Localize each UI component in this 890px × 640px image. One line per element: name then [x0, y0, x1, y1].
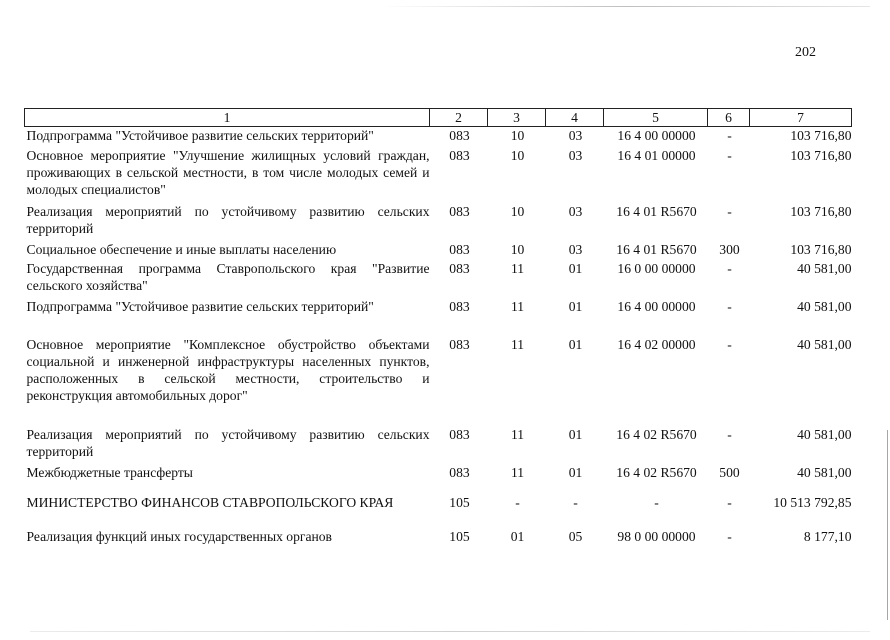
- row-name: Межбюджетные трансферты: [26, 464, 193, 480]
- table-row: [25, 260, 852, 298]
- cell-target-article: 16 4 02 R5670: [616, 464, 697, 480]
- cell-subsection: 01: [568, 298, 583, 314]
- cell-subsection: 01: [568, 336, 583, 352]
- cell-expense-type: -: [727, 528, 732, 544]
- cell-expense-type: -: [727, 128, 732, 143]
- cell-amount: 10 513 792,85: [773, 494, 852, 510]
- scan-edge-top: [380, 6, 870, 7]
- cell-amount: 40 581,00: [797, 298, 852, 314]
- row-name: Реализация мероприятий по устойчивому развитию сельских территорий: [26, 426, 430, 459]
- header-col-1: 1: [25, 109, 430, 127]
- cell-amount: 40 581,00: [797, 260, 852, 276]
- cell-ministry-code: 083: [449, 298, 470, 314]
- cell-amount: 103 716,80: [790, 203, 852, 219]
- cell-section: 01: [510, 528, 525, 544]
- cell-ministry-code: 105: [449, 494, 470, 510]
- cell-amount: 40 581,00: [797, 426, 852, 442]
- cell-subsection: 03: [568, 128, 583, 143]
- cell-ministry-code: 083: [449, 147, 470, 163]
- cell-amount: 40 581,00: [797, 464, 852, 480]
- header-col-2: 2: [430, 109, 488, 127]
- cell-ministry-code: 083: [449, 336, 470, 352]
- cell-subsection: 03: [568, 147, 583, 163]
- cell-ministry-code: 083: [449, 203, 470, 219]
- cell-expense-type: 500: [719, 464, 740, 480]
- cell-amount: 103 716,80: [790, 241, 852, 257]
- cell-target-article: -: [654, 494, 659, 510]
- cell-subsection: 05: [568, 528, 583, 544]
- table-row: [25, 426, 852, 464]
- table-row: [25, 494, 852, 528]
- cell-amount: 40 581,00: [797, 336, 852, 352]
- row-name: Подпрограмма "Устойчивое развитие сельских территорий": [26, 128, 374, 143]
- cell-ministry-code: 083: [449, 241, 470, 257]
- table-row: [25, 528, 852, 548]
- table-row: [25, 147, 852, 203]
- header-col-6: 6: [708, 109, 750, 127]
- table-row: [25, 203, 852, 241]
- header-col-7: 7: [750, 109, 852, 127]
- cell-expense-type: -: [727, 494, 732, 510]
- row-name: Реализация мероприятий по устойчивому развитию сельских территорий: [26, 203, 430, 236]
- cell-section: 11: [510, 464, 525, 480]
- cell-subsection: 01: [568, 464, 583, 480]
- cell-ministry-code: 083: [449, 426, 470, 442]
- cell-expense-type: -: [727, 260, 732, 276]
- header-row: [25, 109, 852, 127]
- cell-amount: 103 716,80: [790, 128, 852, 143]
- scan-edge-right: [887, 430, 888, 620]
- cell-target-article: 16 4 00 00000: [617, 298, 696, 314]
- cell-target-article: 16 4 01 00000: [617, 147, 696, 163]
- cell-amount: 103 716,80: [790, 147, 852, 163]
- table-row: [25, 336, 852, 426]
- scan-edge-bottom: [30, 631, 870, 632]
- cell-section: 11: [510, 426, 525, 442]
- cell-section: 11: [510, 298, 525, 314]
- page-number: 202: [795, 45, 816, 60]
- cell-expense-type: -: [727, 203, 732, 219]
- cell-section: 10: [510, 203, 525, 219]
- table-row: [25, 127, 852, 147]
- header-col-5: 5: [604, 109, 708, 127]
- cell-target-article: 16 4 02 00000: [617, 336, 696, 352]
- row-name: Социальное обеспечение и иные выплаты населению: [26, 241, 337, 257]
- table-row: [25, 464, 852, 494]
- cell-target-article: 16 4 00 00000: [617, 128, 696, 143]
- cell-ministry-code: 083: [449, 260, 470, 276]
- row-name: Государственная программа Ставропольского края "Развитие сельского хозяйства": [26, 260, 430, 293]
- cell-section: 10: [510, 147, 525, 163]
- cell-target-article: 16 4 01 R5670: [616, 241, 697, 257]
- cell-section: 11: [510, 260, 525, 276]
- cell-amount: 8 177,10: [803, 528, 852, 544]
- cell-expense-type: 300: [719, 241, 740, 257]
- header-col-3: 3: [488, 109, 546, 127]
- cell-subsection: 03: [568, 203, 583, 219]
- header-col-4: 4: [546, 109, 604, 127]
- cell-ministry-code: 083: [449, 464, 470, 480]
- cell-subsection: -: [573, 494, 578, 510]
- cell-subsection: 03: [568, 241, 583, 257]
- cell-target-article: 16 0 00 00000: [617, 260, 696, 276]
- cell-target-article: 98 0 00 00000: [617, 528, 696, 544]
- cell-target-article: 16 4 02 R5670: [616, 426, 697, 442]
- row-name: Реализация функций иных государственных органов: [26, 528, 332, 544]
- cell-section: -: [515, 494, 520, 510]
- cell-expense-type: -: [727, 336, 732, 352]
- cell-subsection: 01: [568, 426, 583, 442]
- row-name: Основное мероприятие "Комплексное обустройство объектами социальной и инженерной инфраструктуры населенных пунктов, расположенных в сельской местности, строительство и реконструкция автомобильных дорог": [26, 336, 430, 403]
- row-name: МИНИСТЕРСТВО ФИНАНСОВ СТАВРОПОЛЬСКОГО КРАЯ: [26, 494, 394, 510]
- cell-subsection: 01: [568, 260, 583, 276]
- cell-target-article: 16 4 01 R5670: [616, 203, 697, 219]
- cell-section: 11: [510, 336, 525, 352]
- cell-ministry-code: 105: [449, 528, 470, 544]
- table-row: [25, 298, 852, 336]
- budget-table: [24, 108, 852, 548]
- table-row: [25, 241, 852, 260]
- cell-expense-type: -: [727, 147, 732, 163]
- cell-expense-type: -: [727, 298, 732, 314]
- cell-section: 10: [510, 241, 525, 257]
- row-name: Основное мероприятие "Улучшение жилищных условий граждан, проживающих в сельской местности, в том числе молодых семей и молодых специалистов": [26, 147, 430, 197]
- row-name: Подпрограмма "Устойчивое развитие сельских территорий": [26, 298, 374, 314]
- cell-section: 10: [510, 128, 525, 143]
- cell-ministry-code: 083: [449, 128, 470, 143]
- cell-expense-type: -: [727, 426, 732, 442]
